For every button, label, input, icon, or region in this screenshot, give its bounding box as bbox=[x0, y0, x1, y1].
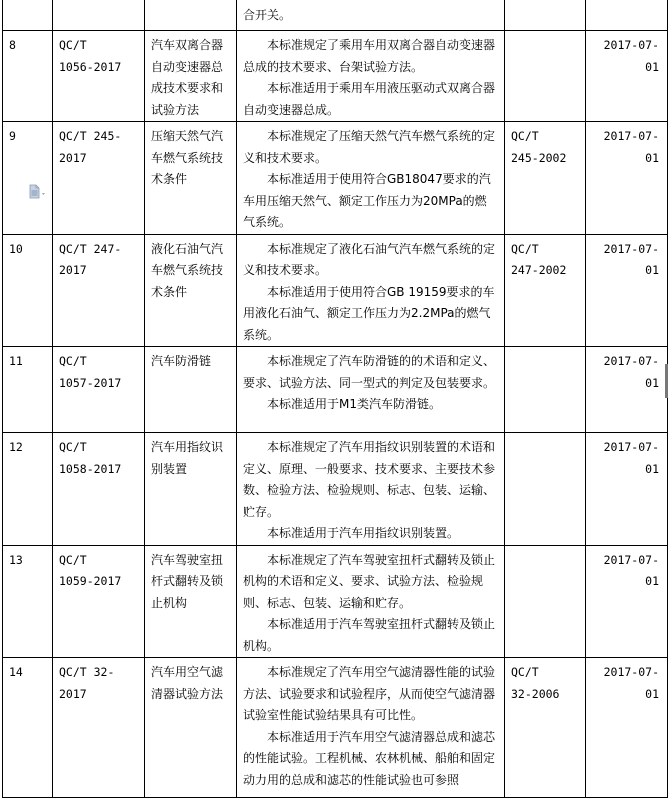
standard-code: QC/T 32-2017 bbox=[59, 665, 115, 701]
description-paragraph: 本标准适用于使用符合GB18047要求的汽车用压缩天然气、额定工作压力为20MPa的燃气系统。 bbox=[243, 172, 491, 229]
standard-code: QC/T bbox=[59, 440, 87, 454]
replaced-standard-cell bbox=[505, 433, 586, 546]
document-icon[interactable] bbox=[28, 184, 46, 200]
row-number: 13 bbox=[9, 552, 23, 567]
standard-name-cell bbox=[145, 347, 237, 433]
description-paragraph: 本标准规定了液化石油气汽车燃气系统的定义和技术要求。 bbox=[243, 241, 496, 277]
implementation-date: 2017-07-01 bbox=[603, 665, 659, 701]
standard-code-cell bbox=[53, 234, 145, 347]
standard-code-cell bbox=[53, 545, 145, 658]
description-paragraph: 本标准规定了汽车防滑链的的术语和定义、要求、试验方法、同一型式的判定及包装要求。 bbox=[243, 354, 496, 390]
replaced-standard-cell bbox=[505, 234, 586, 347]
implementation-date: 2017-07-01 bbox=[603, 38, 659, 74]
table-row bbox=[3, 347, 668, 433]
standard-description-cell bbox=[237, 433, 505, 546]
standard-description-cell bbox=[237, 31, 505, 122]
standard-code-cell bbox=[53, 347, 145, 433]
standard-code-cell bbox=[53, 658, 145, 798]
table-row bbox=[3, 433, 668, 546]
replaced-standard-cell bbox=[505, 347, 586, 433]
replaced-standard: QC/T bbox=[511, 665, 539, 679]
row-number: 11 bbox=[9, 354, 23, 368]
standard-code: QC/T bbox=[59, 38, 87, 52]
standard-code: 1057-2017 bbox=[59, 375, 122, 390]
description-paragraph: 本标准适用于汽车驾驶室扭杆式翻转及锁止机构。 bbox=[243, 617, 496, 653]
standard-name-cell bbox=[145, 545, 237, 658]
row-number: 12 bbox=[9, 440, 23, 454]
standard-name: 汽车用指纹识别装置 bbox=[151, 440, 224, 476]
standard-description-cell bbox=[237, 658, 505, 798]
row-number: 8 bbox=[9, 38, 16, 52]
table-cell bbox=[3, 0, 53, 31]
row-number-cell bbox=[3, 347, 53, 433]
implementation-date: 2017-07-01 bbox=[603, 241, 659, 277]
implementation-date-cell bbox=[586, 545, 668, 658]
description-paragraph: 本标准适用于汽车用空气滤清器总成和滤芯的性能试验。工程机械、农林机械、船舶和固定动力用的总成和滤芯的性能试验也可参照 bbox=[243, 729, 496, 787]
standard-code: 1056-2017 bbox=[59, 59, 122, 74]
description-paragraph: 本标准规定了压缩天然气汽车燃气系统的定义和技术要求。 bbox=[243, 129, 496, 165]
table-cell bbox=[53, 0, 145, 31]
standard-name: 汽车驾驶室扭杆式翻转及锁止机构 bbox=[151, 552, 224, 610]
standard-name: 液化石油气汽车燃气系统技术条件 bbox=[151, 241, 224, 299]
replaced-standard: 247-2002 bbox=[511, 263, 567, 277]
row-number: 10 bbox=[9, 241, 23, 256]
standard-description-cell bbox=[237, 545, 505, 658]
standard-code-cell bbox=[53, 31, 145, 122]
replaced-standard-cell bbox=[505, 122, 586, 235]
row-number-cell bbox=[3, 658, 53, 798]
standard-name: 压缩天然气汽车燃气系统技术条件 bbox=[151, 129, 224, 186]
standard-description-cell bbox=[237, 347, 505, 433]
description-paragraph: 本标准适用于汽车用指纹识别装置。 bbox=[267, 526, 460, 540]
standard-code: 1059-2017 bbox=[59, 574, 122, 588]
implementation-date: 2017-07-01 bbox=[603, 354, 659, 390]
description-paragraph: 本标准适用于乘用车用液压驱动式双离合器自动变速器总成。 bbox=[243, 81, 496, 117]
table-row bbox=[3, 234, 668, 347]
implementation-date-cell bbox=[586, 347, 668, 433]
standard-name-cell bbox=[145, 122, 237, 235]
standard-code: 1058-2017 bbox=[59, 461, 122, 476]
row-number-cell bbox=[3, 31, 53, 122]
standard-name: 汽车双离合器自动变速器总成技术要求和试验方法 bbox=[151, 38, 224, 117]
row-number: 14 bbox=[9, 665, 23, 679]
description-paragraph: 本标准规定了乘用车用双离合器自动变速器总成的技术要求、台架试验方法。 bbox=[243, 38, 496, 74]
description-paragraph: 本标准规定了汽车用指纹识别装置的术语和定义、原理、一般要求、技术要求、主要技术参数、检验方法、检验规则、标志、包装、运输、贮存。 bbox=[243, 440, 496, 519]
implementation-date-cell bbox=[586, 31, 668, 122]
replaced-standard-cell bbox=[505, 658, 586, 798]
standard-name-cell bbox=[145, 234, 237, 347]
intro-fragment: 合开关。 bbox=[243, 8, 292, 22]
replaced-standard: QC/T bbox=[511, 241, 539, 256]
standard-code: QC/T bbox=[59, 552, 87, 567]
standard-name-cell bbox=[145, 433, 237, 546]
implementation-date: 2017-07-01 bbox=[603, 440, 659, 476]
standard-description-cell bbox=[237, 234, 505, 347]
replaced-standard: 245-2002 bbox=[511, 150, 567, 165]
replaced-standard: QC/T bbox=[511, 129, 539, 143]
description-paragraph: 本标准适用于使用符合GB 19159要求的车用液化石油气、额定工作压力为2.2MPa的燃气系统。 bbox=[243, 284, 495, 342]
table-cell bbox=[145, 0, 237, 31]
standard-description-cell bbox=[237, 122, 505, 235]
replaced-standard-cell bbox=[505, 31, 586, 122]
standard-name: 汽车用空气滤清器试验方法 bbox=[151, 665, 224, 701]
table-row bbox=[3, 31, 668, 122]
row-number-cell bbox=[3, 122, 53, 235]
row-number-cell bbox=[3, 433, 53, 546]
description-paragraph: 本标准规定了汽车驾驶室扭杆式翻转及锁止机构的术语和定义、要求、试验方法、检验规则、标志、包装、运输和贮存。 bbox=[243, 552, 496, 610]
row-number-cell bbox=[3, 234, 53, 347]
description-paragraph: 本标准适用于M1类汽车防滑链。 bbox=[267, 397, 441, 411]
table-row bbox=[3, 0, 668, 31]
table-row bbox=[3, 545, 668, 658]
implementation-date-cell bbox=[586, 122, 668, 235]
row-number: 9 bbox=[9, 129, 16, 143]
row-number-cell bbox=[3, 545, 53, 658]
replaced-standard: 32-2006 bbox=[511, 686, 560, 701]
standard-code-cell bbox=[53, 122, 145, 235]
replaced-standard-cell bbox=[505, 545, 586, 658]
standard-code: QC/T 245-2017 bbox=[59, 129, 122, 165]
standard-code: QC/T 247-2017 bbox=[59, 241, 122, 277]
implementation-date-cell bbox=[586, 433, 668, 546]
table-row bbox=[3, 658, 668, 798]
implementation-date: 2017-07-01 bbox=[603, 552, 659, 588]
table-cell bbox=[586, 0, 668, 31]
table-row bbox=[3, 122, 668, 235]
standard-name-cell bbox=[145, 31, 237, 122]
table-cell bbox=[505, 0, 586, 31]
implementation-date: 2017-07-01 bbox=[603, 129, 659, 165]
standard-code: QC/T bbox=[59, 354, 87, 368]
description-paragraph: 本标准规定了汽车用空气滤清器性能的试验方法、试验要求和试验程序，从而使空气滤清器试验室性能试验结果具有可比性。 bbox=[243, 665, 496, 722]
standard-code-cell bbox=[53, 433, 145, 546]
scrollbar-marker[interactable] bbox=[665, 364, 668, 398]
table-cell bbox=[237, 0, 505, 31]
standard-name-cell bbox=[145, 658, 237, 798]
implementation-date-cell bbox=[586, 658, 668, 798]
implementation-date-cell bbox=[586, 234, 668, 347]
standard-name: 汽车防滑链 bbox=[151, 354, 212, 368]
standards-table bbox=[2, 0, 668, 798]
